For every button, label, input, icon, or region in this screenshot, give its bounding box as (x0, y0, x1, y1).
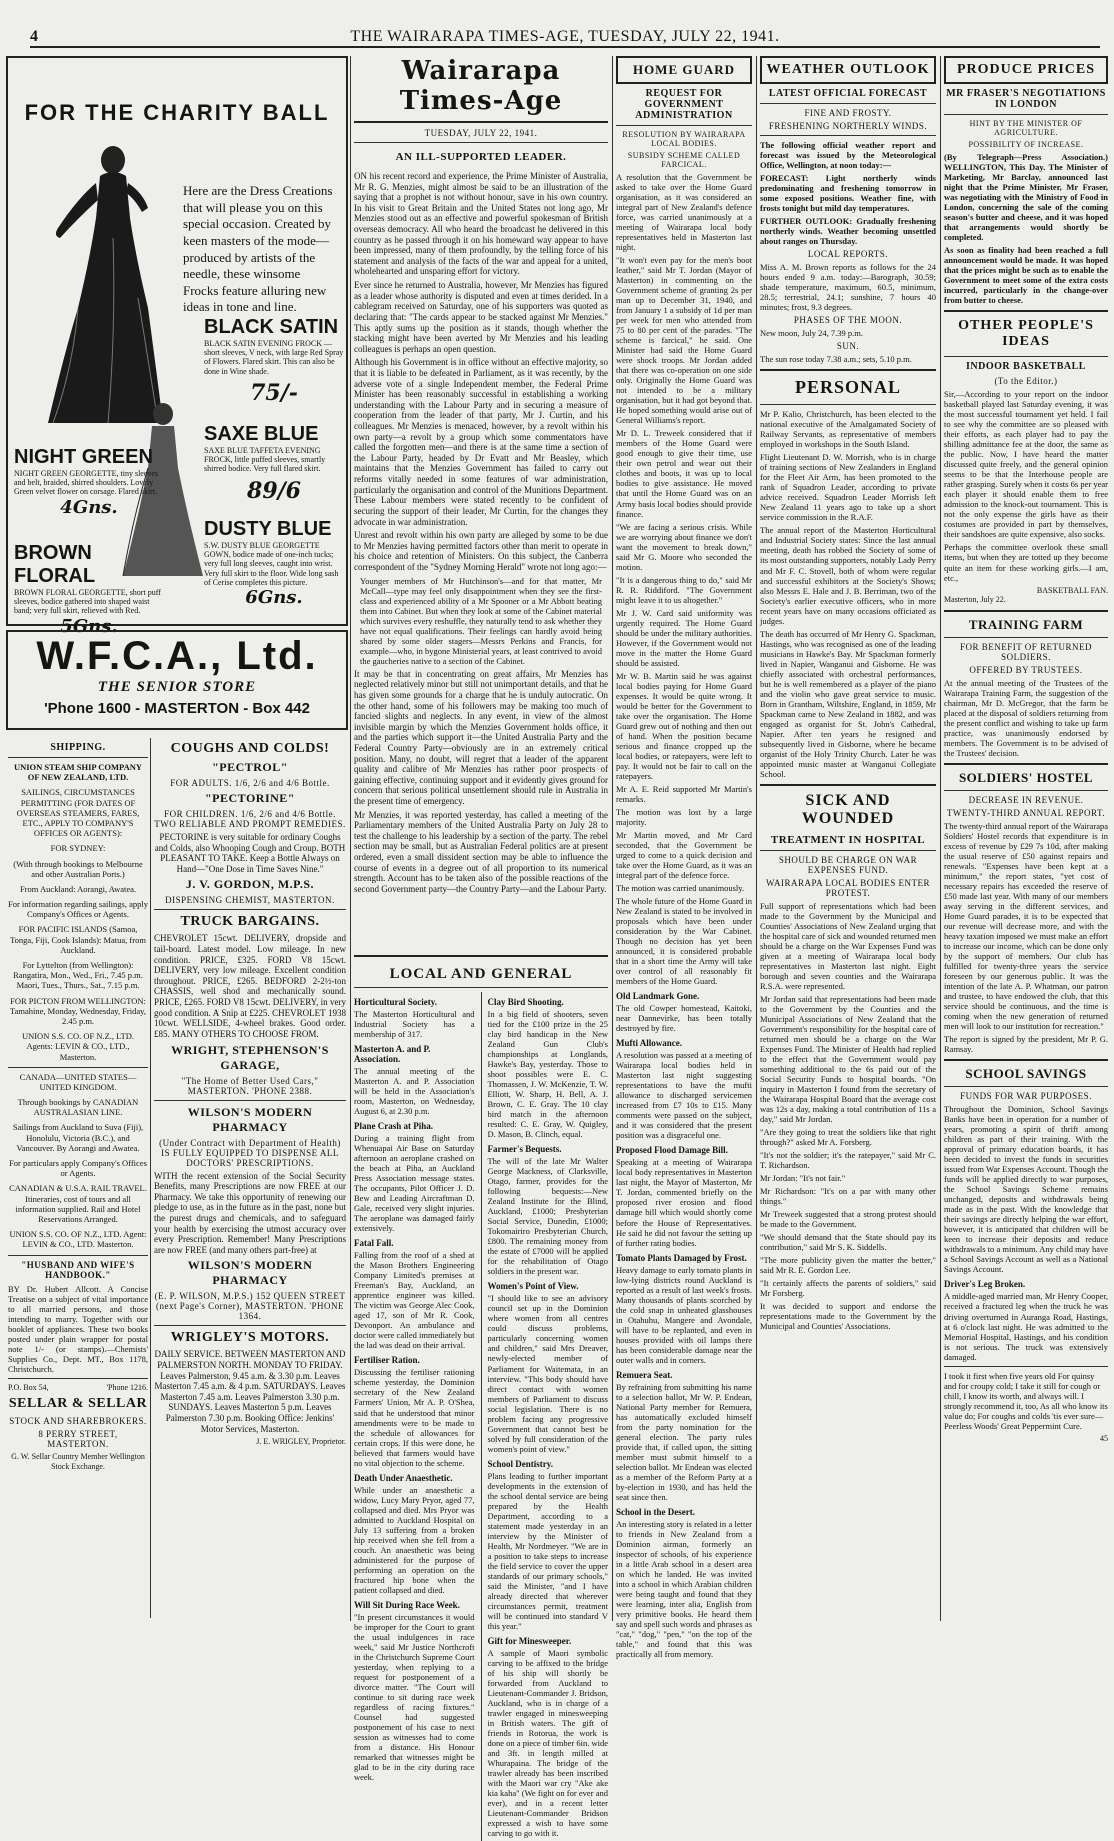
local-general-right (487, 992, 608, 1841)
pectorine-name: "PECTORINE" (205, 791, 295, 805)
wrigley-sign: J. E. WRIGLEY, Proprietor. (256, 1437, 346, 1447)
personal-paragraph: Mr P. Kalio, Christchurch, has been elected to the national executive of the Amalgamated Society of Railway Servants, as representative of members employed in workshops in the South Island. (760, 409, 936, 450)
hostel-paragraph: The report is signed by the president, Mr P. G. Ramsay. (944, 1034, 1108, 1055)
ads-column (154, 738, 346, 1618)
home-guard-paragraph: The motion was carried unanimously. (616, 883, 745, 894)
sick-wounded-sub1: TREATMENT IN HOSPITAL (770, 833, 926, 846)
brown-floral-heading: BROWN FLORAL (14, 542, 96, 587)
saxe-blue-price: 89/6 (247, 477, 301, 504)
charity-ad-title: FOR THE CHARITY BALL (24, 100, 330, 125)
personal-paragraph: The annual report of the Masterton Horticultural and Industrial Society states: Since the last annual meeting, death has robbed the Society of some of its most outstanding supporters, notably Lady Perry and Mr F. C. Stovell, both of whom were regular and successful exhibitors at the Society's Shows; also Messrs E. Hale and J. B. Berriman, two of the Society's earlier executive officers, who in more recent years have on many occasions officiated as judges. (760, 525, 936, 626)
shipping-item: CANADA—UNITED STATES—UNITED KINGDOM. (19, 1071, 137, 1092)
news-item-text: The annual meeting of the Masterton A. and P. Association will be held in the Association's room, Masterton, on Wednesday, August 6, at 2.30 p.m. (354, 1066, 475, 1117)
dress-figure-illustration (18, 138, 168, 428)
night-green-price: 4Gns. (60, 496, 118, 518)
paper-title: Wairarapa Times-Age (399, 56, 563, 116)
coughs-heading: COUGHS AND COLDS! (170, 741, 330, 756)
news-item-text: By refraining from submitting his name to a selection ballot, Mr W. P. Endean, National Party member for Remuera, has automatically excluded himself from the party nomination for the general election. The party rules provide that, if called upon, the sitting member must submit himself to a selection ballot. Mr Endean was elected as a member of the Reform Party at a by-election in 1930, and has held the seat since then. (616, 1381, 752, 1502)
produce-heading: PRODUCE PRICES (944, 56, 1108, 84)
sick-wounded-paragraph: "It's not the soldier; it's the ratepayer," said Mr C. T. Richardson. (760, 1150, 936, 1171)
night-green-desc: NIGHT GREEN GEORGETTE, tiny sleeves and belt, braided, shirred shoulders. Lovely Green velvet flower on corsage. Flared skirt. (14, 469, 159, 497)
wfca-store-ad (6, 630, 348, 730)
charity-ball-ad (6, 56, 348, 637)
wilson-footer: WILSON'S MODERN PHARMACY (187, 1258, 313, 1288)
sick-wounded-paragraph: Mr Treweek suggested that a strong protest should be made to the Government. (760, 1209, 936, 1230)
news-item-heading: Driver's Leg Broken. (944, 1279, 1026, 1290)
sick-wounded-heading: SICK AND WOUNDED (801, 791, 895, 827)
local-reports-heading: LOCAL REPORTS. (807, 249, 889, 260)
editorial-date: TUESDAY, JULY 22, 1941. (424, 128, 538, 138)
home-guard-paragraph: Mr D. L. Treweek considered that if members of the Home Guard were good enough to give their time, use their own petrol and wear out their clothes and boots, it was up to local bodies to give assistance. He moved that until the Home Guard was on an Army basis local bodies should provide finance. (616, 428, 752, 519)
truck-heading: TRUCK BARGAINS. (180, 914, 320, 930)
verse-number: 45 (1100, 1433, 1108, 1443)
local-general-left (354, 992, 475, 1841)
home-guard-paragraph: The motion was lost by a large majority. (616, 806, 752, 827)
sick-wounded-paragraph: Mr Jordan: "It's not fair." (760, 1173, 846, 1184)
home-guard-paragraph: Mr A. E. Reid supported Mr Martin's remarks. (616, 783, 752, 804)
news-item-heading: Plane Crash at Piha. (354, 1121, 434, 1132)
black-satin-heading: BLACK SATIN (204, 316, 339, 338)
shipping-item: For particulars apply Company's Offices or Agents. (9, 1158, 147, 1179)
personal-heading: PERSONAL (794, 377, 901, 398)
shipping-item: UNION S.S. CO. OF N.Z., LTD. Agents: LEVIN & CO., LTD., Masterton. (21, 1031, 135, 1062)
home-guard-paragraph: "It won't even pay for the men's boot leather," said Mr T. Jordan (Mayor of Masterton) in commenting on the Government scheme of granting 2s per man up to December 31, 1940, and from January 1 a subsidy of 1d per man per week for men who attended from 75 to 80 per cent of the parades. "The scheme is farcical," he said. One Minister had said the Home Guard were shock troops. Mr Jordan added that there was co-operation on one side only. Originally the Home Guard was not intended to be a military organisation, but it had got beyond that. He hoped something would arise out of General Williams's report. (616, 255, 752, 426)
shipping-item: For information regarding sailings, apply Company's Offices or Agents. (8, 899, 148, 920)
news-item-heading: Fertiliser Ration. (354, 1355, 420, 1366)
sellar-box: P.O. Box 54, (8, 1382, 49, 1392)
black-satin-price: 75/- (250, 379, 298, 406)
news-item-heading: Mufti Allowance. (616, 1038, 682, 1049)
handbook-title: "HUSBAND AND WIFE'S HANDBOOK." (21, 1259, 135, 1280)
hostel-sub1: DECREASE IN REVENUE. (968, 794, 1084, 805)
news-item-text: The Masterton Horticultural and Industrial Society has a membership of 317. (354, 1009, 475, 1040)
sick-wounded-sub2: SHOULD BE CHARGE ON WAR EXPENSES FUND. (778, 854, 918, 875)
news-item-text: The old Cowper homestead, Kaitoki, near Dannevirke, has been totally destroyed by fire. (616, 1003, 752, 1034)
news-item-heading: Clay Bird Shooting. (487, 997, 564, 1007)
editorial-quote: Younger members of Mr Hutchinson's—and for that matter, Mr McCall—type may feel only disappointment when they see the first-class and experienced ability of a Mr Spooner or a Mr Abbott beating them into Cabinet. But when they look at some of the Cabinet material which survives every reshuffle, they naturally tend to ask whether they have not equal qualifications. Their feelings can hardly avoid being shared by some older stagers—Messrs Perkins and Francis, for example—who, in bygone Ministerial years, at least contrived to avoid the gaucheries native to a section of the Cabinet. (360, 575, 602, 666)
shipping-item: FOR PACIFIC ISLANDS (Samoa, Tonga, Fiji, Cook Islands): Matua, from Auckland. (10, 924, 146, 955)
training-farm-text: At the annual meeting of the Trustees of the Wairarapa Training Farm, the suggestion of the chairman, Mr D. McGregor, that the farm be placed at the disposal of soldiers returning from the present conflict and wishing to take up farm practice, was unanimously endorsed by members. The Government is to be advised of the Trustees' decision. (944, 677, 1108, 758)
news-item-text: An interesting story is related in a letter to friends in New Zealand from a Dominion airman, formerly an inspector of schools, of his experience in a little Arab school in a desert area on which he landed. He was invited into a school in which Arabian children were being taught and found that they were learning, inter alia, English from very primitive books. He heard them say and spell such words and phrases as "cat," "dog," "pen," "on the top of the table," and found that this was practically all from memory. (616, 1518, 752, 1660)
black-satin-desc: BLACK SATIN EVENING FROCK —short sleeves, V neck, with large Red Spray of Flowers. Flared skirt. This can also be done in Wine shade. (204, 339, 344, 376)
news-item-heading: Fatal Fall. (354, 1238, 394, 1249)
wrigley-heading: WRIGLEY'S MOTORS. (170, 1330, 330, 1346)
shipping-item: Sailings from Auckland to Suva (Fiji), Honolulu, Victoria (B.C.), and Vancouver. By Aorangi and Awatea. (12, 1122, 144, 1153)
news-item-heading: Women's Point of View. (487, 1281, 579, 1292)
news-item-text: A resolution was passed at a meeting of Wairarapa local bodies held in Masterton last night suggesting representations to have the mufti allowance to discharged servicemen increased from £7 10s to £15. Many comments were passed on the subject, and it was considered that the present position was a disgraceful one. (616, 1050, 752, 1141)
sellar-address: 8 PERRY STREET, MASTERTON. (38, 1429, 118, 1450)
weather-heading: WEATHER OUTLOOK (760, 56, 936, 84)
sick-wounded-paragraph: "It certainly affects the parents of soldiers," said Mr Forsberg. (760, 1278, 936, 1299)
editorial-paragraph: Unrest and revolt within his own party are alleged by some to be due to Mr Menzies having permitted factors other than merit to operate in his choice and retention of Ministers. On this subject, the Canberra correspondent of the "Sydney Morning Herald" wrote not long ago:— (354, 530, 608, 572)
other-ideas-sub1: INDOOR BASKETBALL (966, 361, 1086, 373)
gordon-name: J. V. GORDON, M.P.S. (185, 877, 315, 892)
editorial-headline: AN ILL-SUPPORTED LEADER. (395, 151, 567, 163)
personal-paragraph: The death has occurred of Mr Henry G. Spackman, Hastings, who was recognised as one of the leading musicians in Hawke's Bay. Mr Spackman formerly lived in Napier, Wanganui and Gisborne. He was chiefly associated with orchestral performances, but he is well remembered as a player of the piano and the violin who gave great service to music. Born in Grantham, Wiltshire, England, in 1859, Mr Spackman came to New Zealand in 1882, and was engaged as organist for St. John's Cathedral, Napier. After ten years he resigned and subsequently lived in Gisborne, where he became organist of the Holy Trinity Church. Later he was appointed music master at Wanganui Collegiate School. (760, 628, 936, 779)
sick-wounded-paragraph: "Are they going to treat the soldiers like that right through?" asked Mr A. Forsberg. (760, 1127, 936, 1148)
shipping-item: FOR PICTON FROM WELLINGTON: Tamahine, Monday, Wednesday, Friday, 2.45 p.m. (10, 995, 146, 1026)
training-farm-sub1: FOR BENEFIT OF RETURNED SOLDIERS. (959, 641, 1093, 662)
sellar-sub: STOCK AND SHAREBROKERS. (9, 1416, 147, 1427)
other-ideas-sub2: (To the Editor.) (994, 376, 1058, 387)
brown-floral-desc: BROWN FLORAL GEORGETTE, short puff sleeves, bodice gathered into shaped waist band; very full skirt, relieved with Red. (14, 588, 161, 616)
dusty-blue-price: 6Gns. (245, 586, 303, 608)
news-item-text: A middle-aged married man, Mr Henry Cooper, received a fractured leg when the truck he was driving overturned in Auranga Road, Hastings, at 6 o'clock last night. He was admitted to the Memorial Hospital, Hastings, and his condition is not serious. The truck was extensively damaged. (944, 1291, 1108, 1362)
home-guard-sub3: SUBSIDY SCHEME CALLED FARCICAL. (627, 151, 741, 169)
moon-text: New moon, July 24, 7.39 p.m. (760, 328, 863, 339)
news-item-heading: Will Sit During Race Week. (354, 1599, 460, 1610)
sun-heading: SUN. (836, 341, 860, 352)
sick-wounded-paragraph: "We should demand that the State should pay its contribution," said Mr S. K. Siddells. (760, 1232, 936, 1253)
home-guard-paragraph: "It is a dangerous thing to do," said Mr R. R. Riddiford. "The Government might leave it to us altogether." (616, 574, 752, 605)
shipping-item: UNION S.S. CO. OF N.Z., LTD. Agent: LEVIN & CO., LTD. Masterton. (9, 1229, 147, 1250)
news-item-heading: Farmer's Bequests. (487, 1144, 562, 1155)
news-item-heading: School Dentistry. (487, 1458, 553, 1469)
truck-text: CHEVROLET 15cwt. DELIVERY, dropside and tail-board. Latest model. Low mileage. In new condition. PRICE, £325. FORD V8 15cwt. DELIVERY, very low mileage. Excellent condition throughout. PRICE, £265. BEDFORD 2-2½-ton CHASSIS, well shod and mechanically sound. PRICE, £265. FORD V8 15cwt. DELIVERY, in very good condition. A Snip at £225. CHEVROLET 1938 10cwt. WELLSIDE, 4-wheel brakes. Good order. £85. MANY OTHERS TO CHOOSE FROM. (154, 933, 346, 1039)
letter-paragraph: Sir,—According to your report on the indoor basketball played last Saturday evening, it was the most successful tournament yet held. I fail to see why the committee are so pleased with their efforts, as each player had to pay the shilling admittance fee at the door, the same as the public. Now, I have heard the matter discussed quite freely, and the general opinion seems to be that the Interhouse people are rather grasping. Surely when it costs 6s per year each player it should enable them to free admission to the knock-out tournament. This is not the only expense the girls have as their costumes are provided in part by themselves, their sandshoes are quite expensive, also socks. (944, 389, 1108, 540)
wilson-sub: (Under Contract with Department of Health) IS FULLY EQUIPPED TO DISPENSE ALL DOCTORS' PRESCRIPTIONS. (159, 1137, 341, 1168)
pectorine-sub: FOR CHILDREN. 1/6, 2/6 and 4/6 Bottle. TWO RELIABLE AND PROMPT REMEDIES. (154, 809, 346, 829)
night-green-block (14, 446, 164, 518)
weather-sub3: FRESHENING NORTHERLY WINDS. (768, 121, 928, 131)
shipping-item: CANADIAN & U.S.A. RAIL TRAVEL. Itineraries, cost of tours and all information supplied. Rail and Hotel Reservations Arranged. (9, 1183, 147, 1224)
editorial-paragraph: Ever since he returned to Australia, however, Mr Menzies has figured as a leader whose authority is disputed and even at times derided. In a cablegram received on Saturday, one of his supporters was quoted as declaring that: "The cards appear to be stacked against Mr Menzies." This aptly sums up the position as it stands, though whether the stacking might have been averted by Mr Menzies and his leading colleagues is perhaps an open question. (354, 280, 608, 354)
pectrol-name: "PECTROL" (212, 760, 288, 774)
sellar-phone: 'Phone 1216. (106, 1382, 148, 1392)
news-item-text: Heavy damage to early tomato plants in low-lying districts round Auckland is reported as a result of last week's frosts. Many thousands of plants scorched by the cold snap in unheated glasshouses in Otahuhu, Mangere and Avondale, will have to be replanted, and even in houses provided with oil lamps there has been considerable damage near the outer walls and in corners. (616, 1264, 752, 1365)
saxe-blue-block (204, 423, 344, 504)
training-farm-sub2: OFFERED BY TRUSTEES. (969, 664, 1083, 675)
news-item-text: "In present circumstances it would be improper for the Court to grant the usual indulgences in race week," said Mr Justice Northcroft in the Christchurch Supreme Court yesterday, when replying to a request for postponement of a divorce matter. "The Court will continue to sit during race week regardless of racing fixtures." Counsel had suggested postponement of his case to next session as witnesses had to come from a distance. His Honour remarked that witnesses might be glad to be in the city during race week. (354, 1611, 475, 1783)
school-savings-sub1: FUNDS FOR WAR PURPOSES. (960, 1091, 1092, 1102)
news-item-heading: Tomato Plants Damaged by Frost. (616, 1252, 747, 1263)
news-item-text: "I should like to see an advisory council set up in the Dominion where women from all centres could discuss problems, particularly concerning women and children," said Mrs Dreaver, newly-elected member of Parliament for Waitemata, in an interview. "This body should have direct contact with women members of Parliament to discuss social legislation. There is no problem facing any progressive Government that cannot best be solved by full consideration of the women's point of view." (487, 1293, 608, 1454)
editorial-paragraph: It may be that in concentrating on great affairs, Mr Menzies has neglected relatively minor but still not unimportant details, and that he has given some grounds for a charge that he is unduly autocratic. On the other hand, some of his followers may be making too much of fancied slights and neglects. In any event, in view of the almost invisible margin by which the Menzies Government holds office, it and the parties which support it—the United Australia Party and the Federal Country Party—obviously are in an extremely critical position. Many, no doubt, will regret that a leader of the apparent quality and calibre of Mr Menzies has rather poor prospects of gaining effective, continuing support and it evidently gives ground for concern that serious political unsettlement should rule in Australia in the present time of emergency. (354, 668, 608, 806)
produce-sub1: MR FRASER'S NEGOTIATIONS IN LONDON (946, 88, 1106, 110)
wright-name: WRIGHT, STEPHENSON'S GARAGE, (171, 1042, 329, 1072)
training-farm-heading: TRAINING FARM (968, 616, 1084, 632)
editorial-paragraph: Mr Menzies, it was reported yesterday, has called a meeting of the Parliamentary members of the United Australia Party on July 28 to test the challenge to his leadership by a section of the party. The rebel section may be small, but as Australian Federal politics are at present ordered, even a small dissident section may be able to influence the course of events in a degree out of all proportion to its numerical strength. Account has to be taken also of the possible reactions of the second Government party—the Country Party—and the Labour Party. (354, 809, 608, 894)
sellar-note: G. W. Sellar Country Member Wellington Stock Exchange. (11, 1452, 145, 1471)
hostel-sub2: TWENTY-THIRD ANNUAL REPORT. (946, 807, 1106, 818)
home-guard-paragraph: "We are facing a serious crisis. While we are worrying about finance we don't want the movement to break down," said Mr G. Moore who seconded the motion. (616, 521, 752, 572)
dusty-blue-heading: DUSTY BLUE (204, 518, 332, 540)
home-guard-sub1: REQUEST FOR GOVERNMENT ADMINISTRATION (635, 88, 733, 121)
moon-heading: PHASES OF THE MOON. (793, 315, 903, 326)
news-item-text: During a training flight from Whenuapai Air Base on Saturday afternoon an aeroplane crashed on the beach at Piha, an Auckland Press Association message states. The occupants, Pilot Officer J. D. Bew and Leading Aircraftman D. Gale, received very slight injuries. The aeroplane was damaged fairly extensively. (354, 1133, 475, 1234)
shipping-item: From Auckland: Aorangi, Awatea. (19, 883, 137, 894)
black-satin-block (204, 316, 344, 406)
produce-sub3: POSSIBILITY OF INCREASE. (968, 140, 1084, 149)
news-item-heading: Horticultural Society. (354, 997, 437, 1007)
school-savings-paragraph: Throughout the Dominion, School Savings Banks have been in operation for a number of years, promoting a spirit of thrift among children as part of their training. With the approval of primary education boards, it has been decided to invest the funds in securities issued from War Expenses Account. Though the funds will be applied directly to war purposes, the School Savings Scheme remains unchanged, deposits and withdrawals being made as in the past. With the knowledge that their savings are directly helping the war effort, however, it is anticipated that children will be keen to increase their deposits and reduce withdrawals to a minimum. Any child may have a School Savings Account as well as a National Savings Account. (944, 1104, 1108, 1275)
wfca-tagline: THE SENIOR STORE (97, 679, 257, 695)
letter-signature: BASKETBALL FAN. (1036, 585, 1108, 595)
weather-sub2: FINE AND FROSTY. (804, 108, 892, 118)
produce-paragraph: As soon as finality had been reached a full announcement would be made. It was hoped that the prices might be such as to enable the Government to meet some of the extra costs incurred, particularly in the change-over from butter to cheese. (944, 245, 1108, 306)
dusty-blue-desc: S.W. DUSTY BLUE GEORGETTE GOWN, bodice made of one-inch tucks; very full long sleeves, caught into wrist. Very full skirt to the floor. Wide long sash of Cerise completes this picture. (204, 541, 339, 587)
home-guard-paragraph: The whole future of the Home Guard in New Zealand is stated to be involved in proposals which have been under consideration by the War Cabinet. Though no decision has yet been announced, it is considered probable that in a short time the Army will take over control of all reasonably fit members of the Home Guard. (616, 896, 752, 987)
news-item-heading: School in the Desert. (616, 1506, 695, 1517)
weather-column (760, 56, 936, 1621)
wfca-phone: 'Phone 1600 - MASTERTON - Box 442 (44, 700, 310, 717)
news-item-heading: Old Landmark Gone. (616, 991, 700, 1002)
page-number: 4 (30, 28, 39, 45)
peppermint-verse: I took it first when five years old For quinsy and for croupy cold; I take it still for cough or chill, I know its worth, and always will. I strongly recommend it, too, As all who know its value do; For coughs and colds 'tis ever sure—Peerless Woods' Great Peppermint Cure. (944, 1370, 1108, 1431)
pectrol-sub: FOR ADULTS. 1/6, 2/6 and 4/6 Bottle. (170, 778, 330, 788)
sun-text: The sun rose today 7.38 a.m.; sets, 5.10 p.m. (760, 354, 912, 365)
local-general-heading: LOCAL AND GENERAL (354, 962, 608, 988)
local-general-section (354, 950, 608, 1839)
editorial-paragraph: Although his Government is in office without an effective majority, so that it is liable to be defeated in Parliament, as it was recently, by the adverse vote of a single Independent member, the Federal Prime Minister has been reasonably successful in establishing a working understanding with the Labour Party and in securing a measure of cooperation from the leader of that party, Mr J. Curtin, and his colleagues. Mr Menzies is menaced, however, by a revolt within his own party—a revolt by a group which some commentators have called the forgotten men—and there is at the same time a section of the Labour Party, headed by Dr Evatt and Mr Beasley, which maintains that the Menzies Government has failed to carry out reforms vitally needed in some features of war administration, particularly the organisation and control of the Munitions Department. These Labour members were stated recently to be confident of securing the support of their leader, Mr Curtin, for the changes they advocate in war administration. (354, 357, 608, 527)
brown-floral-price: 5Gns. (60, 615, 118, 637)
news-item-heading: Masterton A. and P. Association. (354, 1044, 431, 1065)
weather-outlook: FURTHER OUTLOOK: Gradually freshening northerly winds. Weather becoming unsettled about ranges on Thursday. (760, 216, 936, 247)
news-item-heading: Remuera Seat. (616, 1369, 673, 1380)
dusty-blue-block (204, 518, 344, 608)
news-item-text: Speaking at a meeting of Wairarapa local body representatives in Masterton last night, the Mayor of Masterton, Mr T. Jordan, commented briefly on the proposed river erosion and flood damage bill which would shortly come before the House of Representatives. He said he did not favour the setting up of further rating bodies. (616, 1157, 752, 1248)
produce-column (944, 56, 1108, 1621)
weather-paragraph: The following official weather report and forecast was issued by the Meteorological Office, Wellington, at noon today:— (760, 140, 936, 171)
wilson-heading: WILSON'S MODERN PHARMACY (187, 1104, 313, 1134)
produce-sub2: HINT BY THE MINISTER OF AGRICULTURE. (969, 119, 1083, 137)
wright-sub: "The Home of Better Used Cars," MASTERTON. 'PHONE 2388. (181, 1075, 319, 1096)
sick-wounded-paragraph: It was decided to support and endorse the representations made to the Government by the Municipal and Counties' Associations. (760, 1301, 936, 1332)
home-guard-paragraph: Mr W. B. Martin said he was against local bodies paying for Home Guard expenses. It would be quite wrong. It would be better for the Government to take over the organisation. The Home Guard grew out of nothing and then out of hand. When the position became serious and finance cropped up the local bodies, or ratepayers, were left to pay. It would not be fair to call on the ratepayers. (616, 670, 752, 781)
sellar-box-line (8, 1383, 148, 1393)
home-guard-column (616, 56, 752, 1660)
wfca-name: W.F.C.A., Ltd. (36, 634, 318, 678)
produce-paragraph: (By Telegraph—Press Association.) WELLINGTON, This Day. The Minister of Marketing, Mr Barclay, announced last night that the Prime Minister, Mr Fraser, was negotiating with the Ministry of Food in London, concerning the sale of the coming season's butter and cheese, and it was hoped that arrangements would shortly be completed. (944, 152, 1108, 243)
pectorine-text: PECTORINE is very suitable for ordinary Coughs and Colds, also Whooping Cough and Croup. BOTH PLEASANT TO TAKE. Keep a Bottle Always on Hand—"One Dose in Time Saves Nine." (154, 832, 346, 874)
wrigley-text: DAILY SERVICE. BETWEEN MASTERTON AND PALMERSTON NORTH. MONDAY TO FRIDAY. Leaves Palmerston, 9.45 a.m. & 3.30 p.m. Leaves Masterton 7.45 a.m. & 4 p.m. SATURDAYS. Leaves Masterton 7.45 a.m. Leaves Palmerston 3.30 p.m. SUNDAYS. Leaves Masterton 5 p.m. Leaves Palmerston 7.30 p.m. Booking Office: Jenkins' Motor Services, Masterton. (154, 1349, 346, 1434)
shipping-item: FOR SYDNEY: (50, 843, 106, 854)
home-guard-heading: HOME GUARD (616, 56, 752, 84)
saxe-blue-heading: SAXE BLUE (204, 423, 319, 445)
page-header (30, 26, 1100, 48)
other-ideas-heading: OTHER PEOPLE'S IDEAS (958, 318, 1094, 350)
sick-wounded-paragraph: "The more publicity given the matter the better," said Mr R. E. Gordon Lee. (760, 1255, 936, 1276)
news-item-text: The will of the late Mr Walter George Mackness, of Clarksville, Otago, farmer, provides for the following bequests:—New Zealand Institute for the Blind, Auckland, £1000; Presbyterian Social Service, Dunedin, £1000; Tokomairiro Presbyterian Church, £800. The remaining money from the estate of £7000 will be applied for the rehabilitation of Otago soldiers in the present war. (487, 1156, 608, 1277)
home-guard-sub2: RESOLUTION BY WAIRARAPA LOCAL BODIES. (622, 130, 746, 148)
sick-wounded-paragraph: Mr Jordan said that representations had been made to the Government by the Counties and the Municipal Associations of New Zealand that the Government's responsibility for the hospital care of returned men should be a charge on the War Expenses Fund. The Minister of Health had replied to the effect that the Government would pay something additional to the 6s paid out of the Social Security Funds to hospital boards. "On inquiry in Masterton I found from the secretary of the Wairarapa Hospital Board that the average cost was 12s a day, making a total contribution of 11s a day," said Mr Jordan. (760, 993, 936, 1125)
shipping-heading: SHIPPING. (50, 742, 106, 753)
shipping-item: UNION STEAM SHIP COMPANY OF NEW ZEALAND, LTD. (13, 762, 143, 783)
news-item-text: While under an anaesthetic a widow, Lucy Mary Pryor, aged 77, collapsed and died. Mrs Pryor was admitted to Auckland Hospital on July 13 suffering from a broken hip received when she fell from a couch. An anaesthetic was being administered for the purpose of performing an operation on the fractured hip bone when the patient collapsed and died. (354, 1484, 475, 1595)
news-item-heading: Gift for Minesweeper. (487, 1635, 572, 1646)
home-guard-paragraph: Mr Martin moved, and Mr Card seconded, that the Government be urged to come to a quick decision and take over the Home Guard, as it was an integral part of the defence force. (616, 829, 752, 881)
night-green-heading: NIGHT GREEN (14, 446, 153, 468)
school-savings-heading: SCHOOL SAVINGS (965, 1066, 1087, 1082)
shipping-item: For Lyttelton (from Wellington): Rangatira, Mon., Wed., Fri., 7.45 p.m. Maori, Tues., Thurs., Sat., 7.15 p.m. (13, 960, 143, 991)
wilson-text: WITH the recent extension of the Social Security Benefits, many Prescriptions are now FREE at our Pharmacy. We take this opportunity of renewing our pledge to use, as in the future as in the past, none but the purest drugs and chemicals, and to safeguard your health by exercising the utmost accuracy over every Prescription. Remember! Many Prescriptions are now FREE (and many others part-free) at (154, 1170, 346, 1255)
shipping-item: SAILINGS, CIRCUMSTANCES PERMITTING (FOR DATES OF OVERSEAS STEAMERS, FARES, ETC., APPLY TO COMPANY'S OFFICES OR AGENTS): (16, 787, 140, 839)
editorial-paragraph: ON his recent record and experience, the Prime Minister of Australia, Mr R. G. Menzies, might almost be said to be an illustration of the saying that a prophet is not without honour, save in his own country. In his visit to Great Britain and the United States not long ago, Mr Menzies stood out as an effective and powerful spokesman of British overseas democracy. All who heard the broadcast he delivered in this country as he passed through it on his homeward way appear to have been impressed, many of them profoundly, by the telling force of his statement and analysis of the facts of the war and appeal for a united, wholehearted and unsparing effort for victory. (354, 171, 608, 277)
sick-wounded-paragraph: Mr Richardson: "It's on a par with many other things." (760, 1186, 936, 1207)
home-guard-paragraph: Mr J. W. Card said uniformity was urgently required. The Home Guard should be under the military authorities. However, if the Government would not move in the matter the Home Guard should be assisted. (616, 607, 752, 668)
editorial-column (354, 56, 608, 946)
shipping-item: Through bookings by CANADIAN AUSTRALASIAN LINE. (17, 1097, 139, 1118)
saxe-blue-desc: SAXE BLUE TAFFETA EVENING FROCK, little puffed sleeves, smartly shirred bodice. Very full flared skirt. (204, 446, 326, 474)
sick-wounded-sub3: WAIRARAPA LOCAL BODIES ENTER PROTEST. (765, 877, 931, 898)
weather-forecast: FORECAST: Light northerly winds predominating and freshening tomorrow in some exposed positions. Weather fine, with frosts tonight but mild day temperatures. (760, 173, 936, 214)
shipping-column (8, 738, 148, 1618)
sellar-name: SELLAR & SELLAR (8, 1396, 148, 1412)
shipping-item: (With through bookings to Melbourne and other Australian Ports.) (13, 858, 143, 879)
news-item-heading: Death Under Anaesthetic. (354, 1472, 453, 1483)
sick-wounded-paragraph: Full support of representations which had been made to the Government by the Municipal and Counties' Associations of New Zealand urging that the hospital care of sick and wounded returned men should be a charge on the War Expenses Fund was given at a meeting of Wairarapa local body representatives in Masterton last night. Eight borough and seven counties and the Wairarapa R.S.A. were represented. (760, 900, 936, 991)
brown-floral-block (14, 542, 164, 637)
hostel-paragraph: The twenty-third annual report of the Wairarapa Soldiers' Hostel records that expenditure is in excess of revenue by £29 7s 10d, after making the usual reserve of £50 against repairs and renewals. "Expenses have been kept at a minimum," the report states, "yet cost of necessary repairs has exceeded the reserve of £50 made last year. With many of our members away serving in the different services, and Home Guard parades, it is to be expected that our revenue will decrease more, and with the heavy taxation imposed we must make an effort to increase our income, which can be done only by the support of members. Our club has fulfilled for twenty-three years the service foreseen by our generous public. It was the intention of the late A. P. Whatman, our patron and trustee, to have endowed the club, that this service should be continuous, and the time is coming when the new generation of returned men will look to our institution for recreation." (944, 820, 1108, 1032)
news-item-heading: Proposed Flood Damage Bill. (616, 1145, 728, 1156)
letter-place: Masterton, July 22. (944, 595, 1006, 605)
charity-ad-intro: Here are the Dress Creations that will please you on this special occasion. Created by keen masters of the mode—produced by artists of the needle, these winsome Frocks feature alluring new ideas in tone and line. (183, 183, 333, 315)
handbook-text: BY Dr. Hubert Allcott. A Concise Treatise on a subject of vital importance to all married persons, and those intending to marry. Together with our booklet of appliances. These two books posted under plain wrapper for postal note 1/- (or stamps).—Chemists' Supplies Co., Dept. MT., Box 1178, Christchurch. (8, 1283, 148, 1374)
letter-paragraph: Perhaps the committee overlook these small items, but when they are totted up they become quite an item for these working girls.—I am, etc., (944, 542, 1108, 583)
home-guard-paragraph: A resolution that the Government be asked to take over the Home Guard organisation, as it was considered an integral part of New Zealand's defence force, was carried unanimously at a meeting of Wairarapa local body representatives held in Masterton last night. (616, 172, 752, 253)
news-item-text: Falling from the roof of a shed at the Mason Brothers Engineering Company Limited's premises at Freeman's Bay, Auckland, an apprentice engineer was killed. The victim was George Alec Cook, aged 17, son of Mr R. Cook, Devonport. An ambulance and doctor were called immediately but the lad was dead on their arrival. (354, 1250, 475, 1351)
local-reports-text: Miss A. M. Brown reports as follows for the 24 hours ended 9 a.m. today:—Barograph, 30.59; shade temperature, maximum, 60.5, minimum, 28.5; terrestrial, 24.1; sunshine, 7 hours 40 minutes; frost, 9.3 degrees. (760, 262, 936, 313)
news-item-text: Discussing the fertiliser rationing scheme yesterday, the Dominion secretary of the New Zealand Farmers' Union, Mr A. P. O'Shea, said that he understood that minor amendments were to be made to the schedule of allowances for certain crops. If this were done, he believed that farmers would have no vital objection to the scheme. (354, 1367, 475, 1468)
news-item-text: Plans leading to further important developments in the extension of the school dental service are being prepared by the Health Department, according to a statement made yesterday in an interview by the Minister of Health, Mr Nordmeyer. "We are in a position to take steps to increase the field service to cover the upper standards of our primary schools," said the Minister, "and I have already directed that wherever circumstances permit, treatment will be continued into standard V this year." (487, 1470, 608, 1631)
news-item-text: A sample of Maori symbolic carving to be affixed to the bridge of his ship will shortly be forwarded from Auckland to Lieutenant-Commander J. Bridson, Auckland, who is in charge of a trawler engaged in minesweeping in British waters. The gift of friends in Rotorua, the work is done on a piece of timber 6in. wide and 3ft. in length milled at Whurapaina. The bridge of the trawler already has been inscribed with the Maori war cry "Ake ake kia kaha" (We fight on for ever and ever), and in a recent letter Lieutenant-Commander Bridson expressed a wish to have some carving to go with it. (487, 1647, 608, 1839)
newspaper-header: THE WAIRARAPA TIMES-AGE, TUESDAY, JULY 22, 1941. (350, 28, 780, 45)
weather-sub1: LATEST OFFICIAL FORECAST (768, 88, 928, 99)
personal-paragraph: Flight Lieutenant D. W. Morrish, who is in charge of training sections of New Zealanders in England for the Fleet Air Arm, has been promoted to the rank of Squadron Leader, according to private advice received. Squadron Leader Morrish left New Zealand 11 years ago to take up a short service commission in the R.A.F. (760, 452, 936, 523)
gordon-sub: DISPENSING CHEMIST, MASTERTON. (165, 895, 335, 906)
wilson-address: (E. P. WILSON, M.P.S.) 152 QUEEN STREET (next Page's Corner), MASTERTON. 'PHONE 1364. (154, 1291, 346, 1322)
hostel-heading: SOLDIERS' HOSTEL (958, 769, 1094, 785)
news-item-text: In a big field of shooters, seven tied for the £100 prize in the 25 clay bird handicap in the New Zealand Gun Club's championships at Longlands, Hawke's Bay, yesterday. Those to shoot possibles were E. C. Thomassen, J. W. McKenzie, T. W. Elliott, W. Sharp, H. Bell, A. J. Brown, C. E. Gray. The 10 clay bird match in the afternoon resulted: C. E. Gray, W. Quigley, D. Mason, B. Clinch, equal. (487, 1009, 608, 1140)
